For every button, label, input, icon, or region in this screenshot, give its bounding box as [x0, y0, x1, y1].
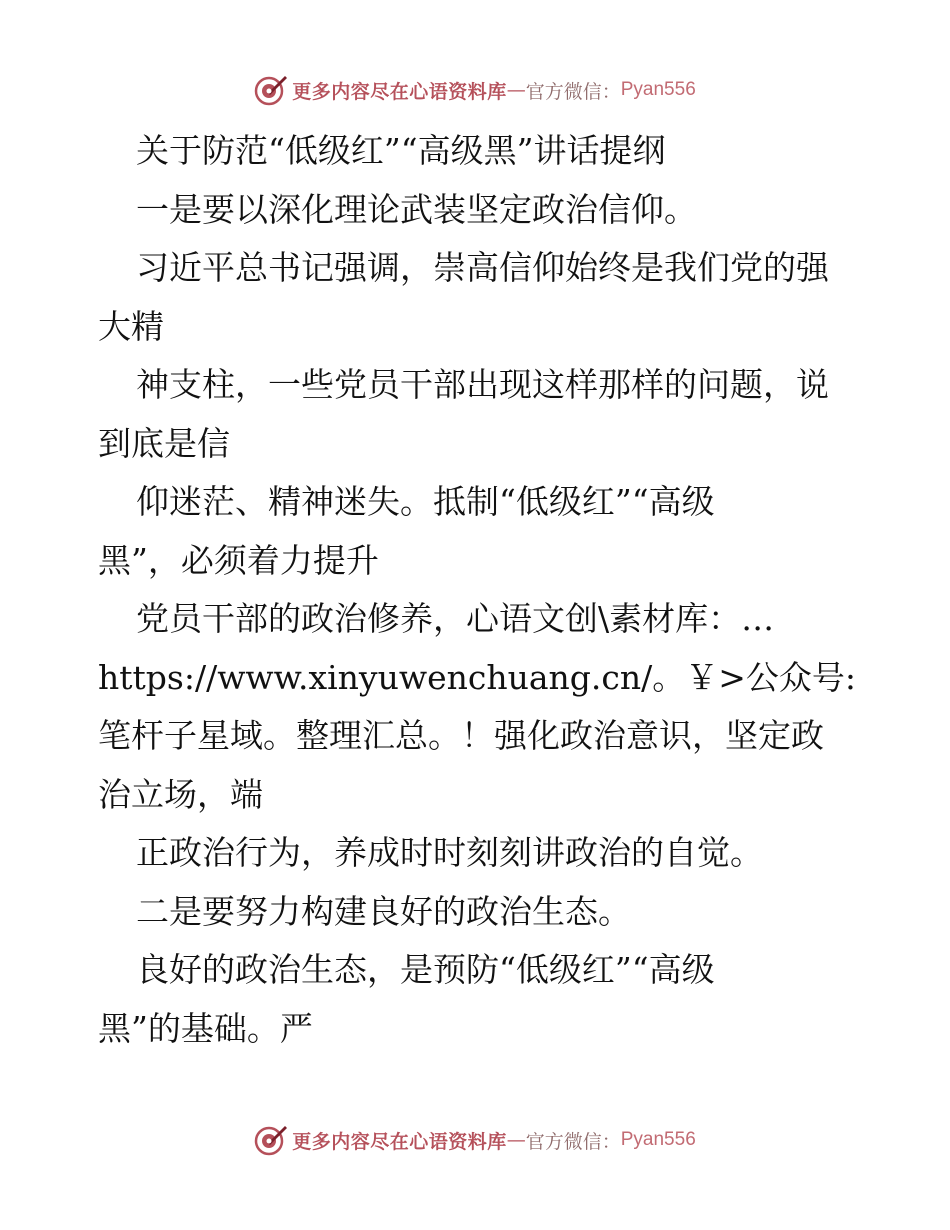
- header-watermark: [0, 70, 950, 110]
- text-line: 黑”，必须着力提升: [98, 540, 379, 580]
- text-line: 大精: [98, 306, 164, 346]
- quill-logo-icon: [254, 1123, 288, 1157]
- banner-wechat-id: Pyan556: [620, 1129, 696, 1150]
- text-line: 到底是信: [98, 423, 230, 463]
- document-body: [98, 122, 858, 1058]
- quill-logo-icon: [254, 73, 288, 107]
- footer-watermark: [0, 1120, 950, 1160]
- text-line: 正政治行为，养成时时刻刻讲政治的自觉。: [136, 833, 763, 872]
- banner-main-text: 更多内容尽在心语资料库: [292, 1130, 507, 1153]
- banner-dash: —: [506, 1129, 526, 1151]
- text-line: 笔杆子星域。整理汇总。！强化政治意识，坚定政: [98, 716, 824, 755]
- banner-label: 官方微信：: [525, 1130, 621, 1153]
- text-line: 治立场，端: [98, 774, 263, 814]
- section-heading-1: 一是要以深化理论武装坚定政治信仰。: [136, 189, 697, 229]
- text-line: 仰迷茫、精神迷失。抵制“低级红”“高级: [136, 482, 715, 521]
- document-title: 关于防范“低级红”“高级黑”讲话提纲: [136, 131, 666, 170]
- banner-label: 官方微信：: [525, 80, 621, 103]
- text-line: 习近平总书记强调，崇高信仰始终是我们党的强: [136, 248, 829, 287]
- banner-main-text: 更多内容尽在心语资料库: [292, 80, 507, 103]
- text-line: 良好的政治生态，是预防“低级红”“高级: [136, 950, 715, 989]
- banner-dash: —: [506, 79, 526, 101]
- banner-wechat-id: Pyan556: [620, 79, 696, 100]
- text-line: 党员干部的政治修养，心语文创\素材库：…: [136, 599, 775, 638]
- text-line: 黑”的基础。严: [98, 1008, 313, 1048]
- section-heading-2: 二是要努力构建良好的政治生态。: [136, 891, 631, 931]
- text-line-url: https://www.xinyuwenchuang.cn/。￥>公众号:: [98, 657, 857, 697]
- text-line: 神支柱，一些党员干部出现这样那样的问题，说: [136, 365, 829, 404]
